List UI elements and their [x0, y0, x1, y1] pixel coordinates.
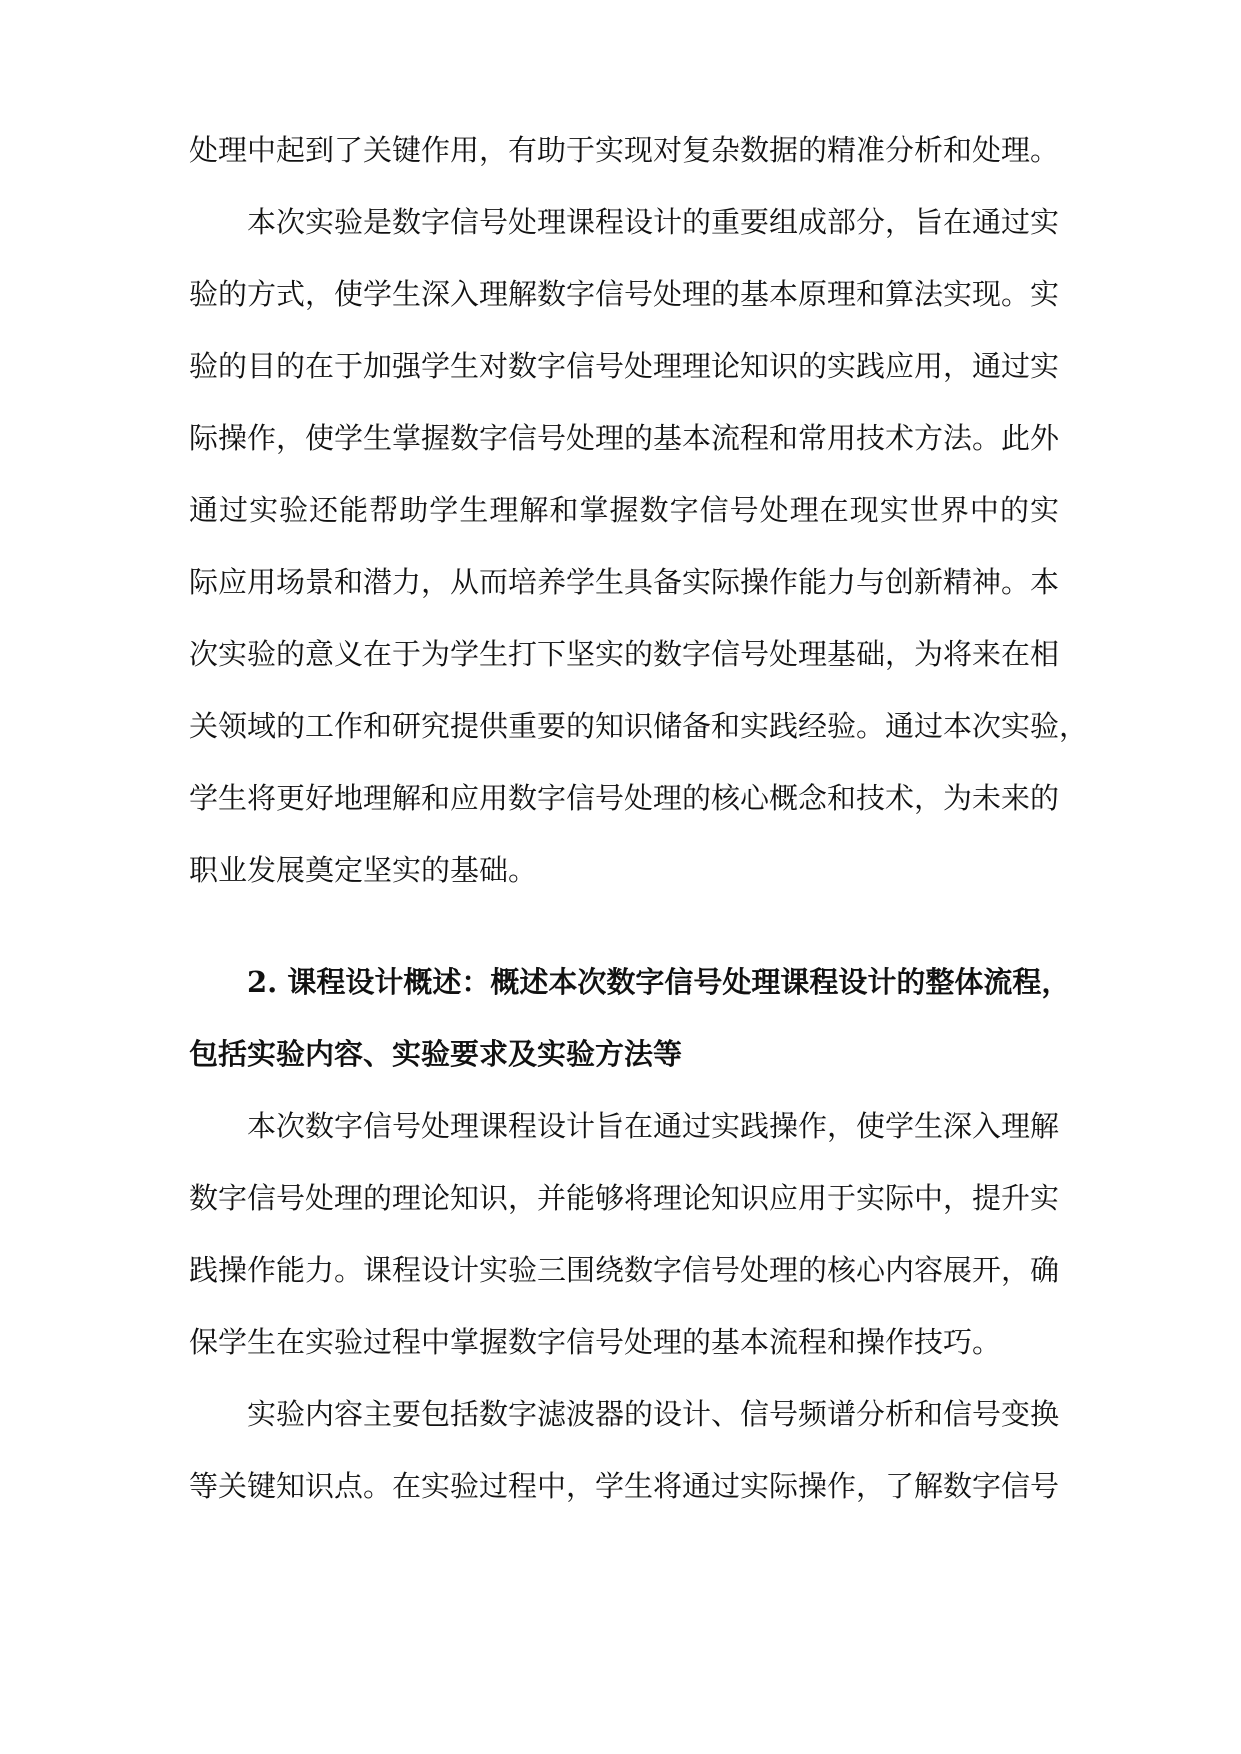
paragraph-line: 验的方式，使学生深入理解数字信号处理的基本原理和算法实现。实 — [189, 277, 1060, 311]
paragraph-line: 本次实验是数字信号处理课程设计的重要组成部分，旨在通过实 — [247, 205, 1060, 239]
paragraph-line: 际应用场景和潜力，从而培养学生具备实际操作能力与创新精神。本 — [189, 565, 1060, 599]
paragraph-line: 通过实验还能帮助学生理解和掌握数字信号处理在现实世界中的实 — [189, 493, 1059, 527]
section-heading: 包括实验内容、实验要求及实验方法等 — [189, 1037, 683, 1071]
paragraph-line: 保学生在实验过程中掌握数字信号处理的基本流程和操作技巧。 — [189, 1325, 1002, 1359]
paragraph-line: 际操作，使学生掌握数字信号处理的基本流程和常用技术方法。此外 — [189, 421, 1060, 455]
paragraph-line: 处理中起到了关键作用，有助于实现对复杂数据的精准分析和处理。 — [189, 133, 1060, 167]
paragraph-line: 数字信号处理的理论知识，并能够将理论知识应用于实际中，提升实 — [189, 1181, 1060, 1215]
paragraph-line: 实验内容主要包括数字滤波器的设计、信号频谱分析和信号变换 — [247, 1397, 1060, 1431]
paragraph-line: 关领域的工作和研究提供重要的知识储备和实践经验。通过本次实验， — [189, 709, 1089, 743]
paragraph-line: 次实验的意义在于为学生打下坚实的数字信号处理基础，为将来在相 — [189, 637, 1060, 671]
paragraph-line: 等关键知识点。在实验过程中，学生将通过实际操作，了解数字信号 — [189, 1469, 1060, 1503]
paragraph-line: 本次数字信号处理课程设计旨在通过实践操作，使学生深入理解 — [247, 1109, 1060, 1143]
section-heading: 2. 课程设计概述：概述本次数字信号处理课程设计的整体流程， — [247, 965, 1071, 999]
paragraph-line: 验的目的在于加强学生对数字信号处理理论知识的实践应用，通过实 — [189, 349, 1060, 383]
paragraph-line: 践操作能力。课程设计实验三围绕数字信号处理的核心内容展开，确 — [189, 1253, 1060, 1287]
paragraph-line: 职业发展奠定坚实的基础。 — [189, 853, 538, 887]
paragraph-line: 学生将更好地理解和应用数字信号处理的核心概念和技术，为未来的 — [189, 781, 1060, 815]
